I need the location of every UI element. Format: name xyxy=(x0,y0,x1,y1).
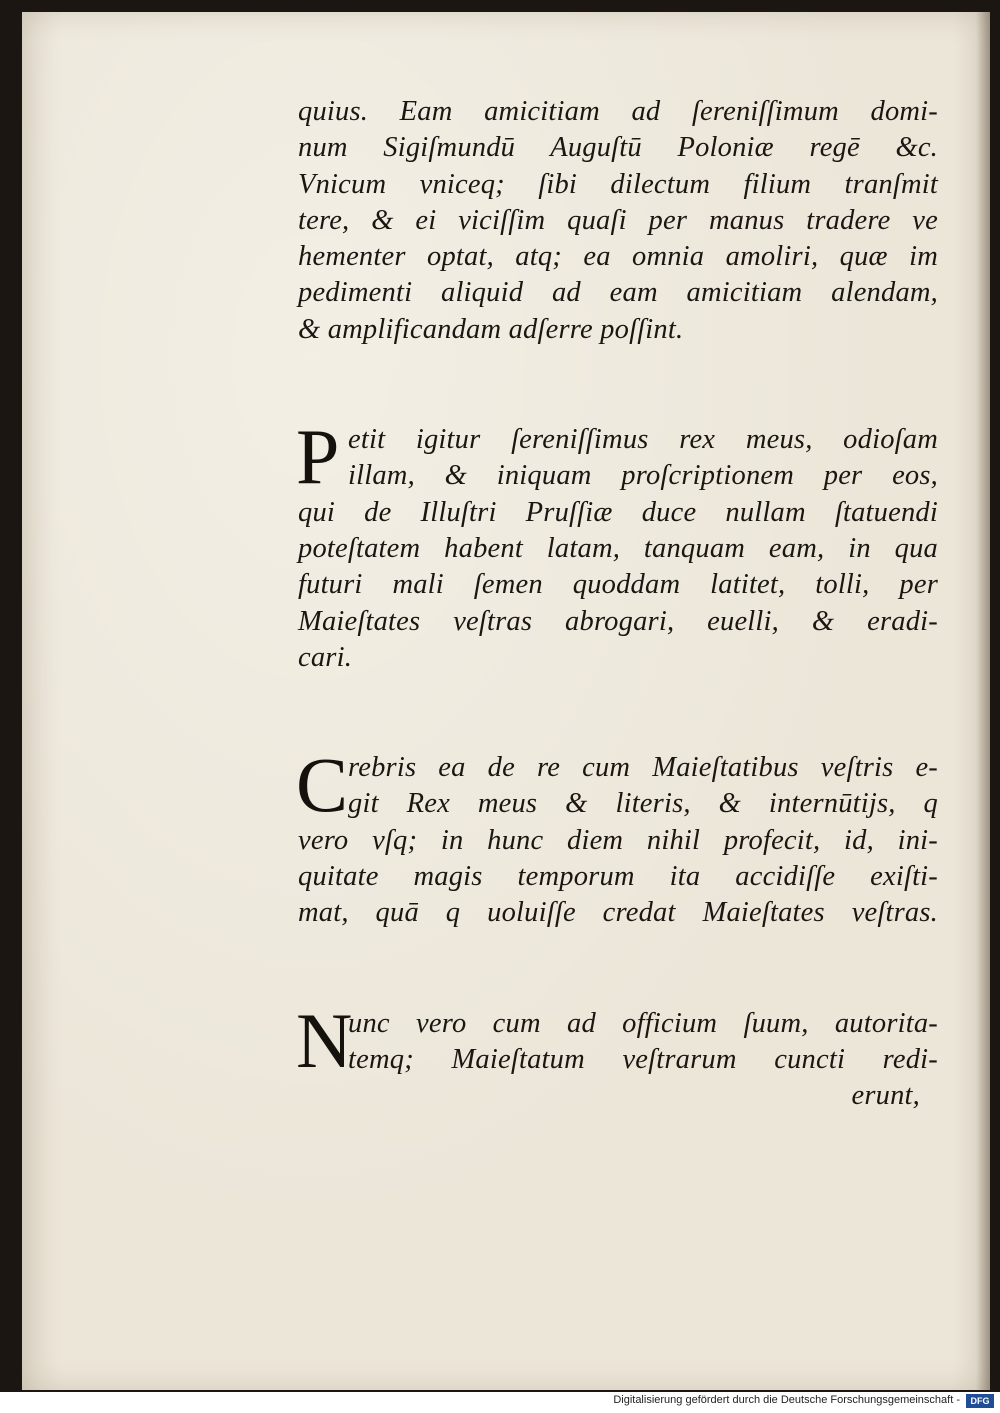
drop-cap: N xyxy=(296,996,353,1084)
text-line: mat, quā q uoluiſſe credat Maieſtates veſtras. xyxy=(298,897,938,929)
text-line: quitate magis temporum ita accidiſſe exiſti- xyxy=(298,861,938,893)
text-line: & amplificandam adſerre poſſint. xyxy=(298,313,684,345)
text-line: tere, & ei viciſſim quaſi per manus tradere ve xyxy=(298,204,938,236)
page-edge-shadow xyxy=(976,12,990,1390)
text-line: illam, & iniquam proſcriptionem per eos, xyxy=(348,460,938,492)
text-line: etit igitur ſereniſſimus rex meus, odioſam xyxy=(348,424,938,456)
paragraph-4 xyxy=(296,996,938,1115)
text-line: poteſtatem habent latam, tanquam eam, in qua xyxy=(298,532,938,564)
paragraph-1 xyxy=(298,94,938,348)
text-line: num Sigiſmundū Auguſtū Poloniæ regē &c. xyxy=(298,132,938,164)
text-line: qui de Illuſtri Pruſſiæ duce nullam ſtatuendi xyxy=(298,496,938,528)
text-line: vero vſq; in hunc diem nihil profecit, id, ini- xyxy=(298,824,938,856)
text-line: cari. xyxy=(298,641,353,673)
text-line: hementer optat, atq; ea omnia amoliri, quæ im xyxy=(298,241,938,273)
dfg-logo: DFG xyxy=(966,1394,994,1408)
text-line: temq; Maieſtatum veſtrarum cuncti redi- xyxy=(348,1043,938,1075)
text-line: erunt, xyxy=(851,1080,920,1112)
text-line: rebris ea de re cum Maieſtatibus veſtris e- xyxy=(348,752,938,784)
text-line: pedimenti aliquid ad eam amicitiam alendam, xyxy=(298,277,938,309)
paragraph-3 xyxy=(296,741,938,931)
book-page xyxy=(22,12,990,1390)
text-line: quius. Eam amicitiam ad ſereniſſimum domi- xyxy=(298,96,938,127)
text-line: futuri mali ſemen quoddam latitet, tolli, per xyxy=(298,569,938,601)
text-line: Vnicum vniceq; ſibi dilectum filium tranſmit xyxy=(298,168,938,200)
footer-bar xyxy=(0,1392,1000,1413)
text-line: Maieſtates veſtras abrogari, euelli, & eradi- xyxy=(298,605,938,637)
paragraph-2 xyxy=(296,413,938,676)
page-text xyxy=(298,94,938,1115)
footer-credit: Digitalisierung gefördert durch die Deutsche Forschungsgemeinschaft - xyxy=(613,1394,960,1406)
text-line: unc vero cum ad officium ſuum, autorita- xyxy=(348,1007,938,1039)
text-line: git Rex meus & literis, & internūtijs, q xyxy=(348,788,938,820)
drop-cap: C xyxy=(296,741,349,829)
drop-cap: P xyxy=(296,413,340,501)
